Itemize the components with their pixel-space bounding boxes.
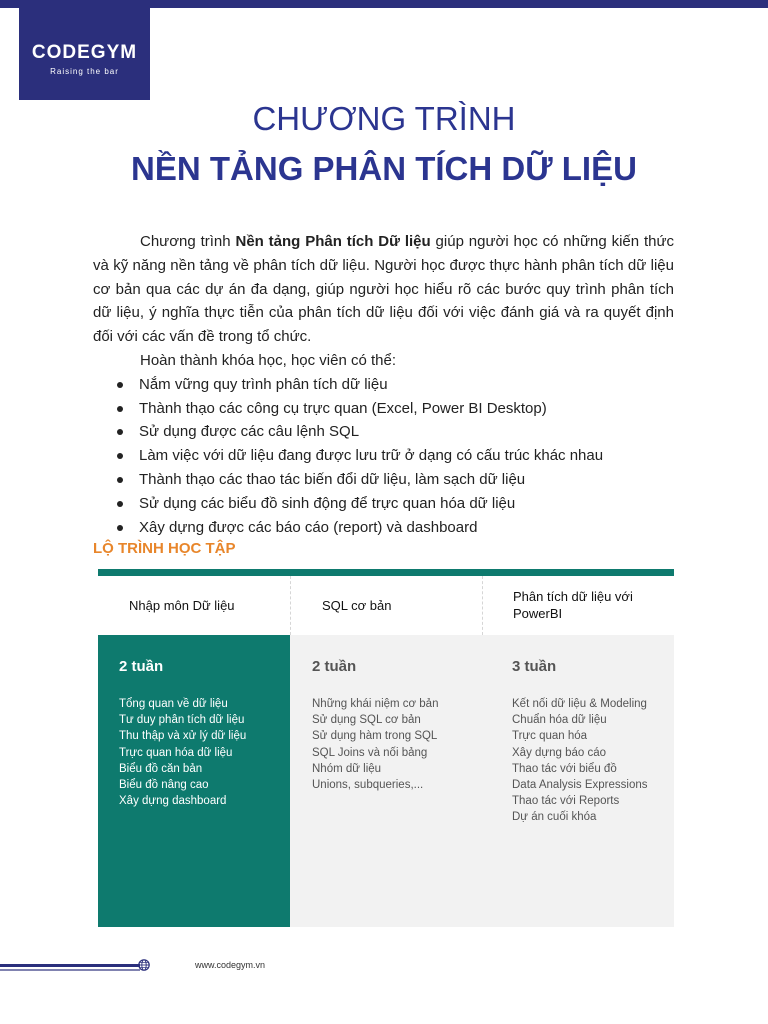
footer-website-link[interactable]: www.codegym.vn xyxy=(195,960,266,970)
outcome-item: Thành thạo các công cụ trực quan (Excel, Power BI Desktop) xyxy=(93,397,674,421)
footer-divider-thin xyxy=(0,969,140,971)
title-course-name: NỀN TẢNG PHÂN TÍCH DỮ LIỆU xyxy=(131,150,637,187)
roadmap-column-intro xyxy=(98,576,290,927)
roadmap-heading: LỘ TRÌNH HỌC TẬP xyxy=(93,540,236,557)
topic-item: Tư duy phân tích dữ liệu xyxy=(119,714,245,727)
roadmap-column-sql xyxy=(290,576,482,927)
footer-divider xyxy=(0,964,140,967)
title-program: CHƯƠNG TRÌNH xyxy=(252,100,516,137)
topic-item: Kết nối dữ liệu & Modeling xyxy=(512,698,647,710)
outcome-item: Nắm vững quy trình phân tích dữ liệu xyxy=(93,373,674,397)
topic-item: SQL Joins và nối bảng xyxy=(312,746,428,759)
topic-item: Những khái niệm cơ bản xyxy=(312,698,439,710)
column-body xyxy=(98,635,290,927)
intro-paragraph xyxy=(93,230,674,349)
intro-bold: Nền tảng Phân tích Dữ liệu xyxy=(235,233,431,250)
column-header xyxy=(290,576,482,635)
topic-item: Dự án cuối khóa xyxy=(512,811,597,824)
column-body xyxy=(482,635,674,927)
topic-item: Trực quan hóa dữ liệu xyxy=(119,746,233,759)
column-body xyxy=(290,635,482,927)
column-duration: 2 tuần xyxy=(119,658,164,675)
column-header xyxy=(482,576,674,635)
roadmap-table-topline xyxy=(98,569,674,576)
logo-brand: CODEGYM xyxy=(31,42,138,63)
intro-rest: giúp người học có những kiến thức và kỹ năng nền tảng về phân tích dữ liệu. Người học được thực hành phân tích dữ liệu cơ bản qua các dự án đa dạng, giúp người học hiểu rõ các bước quy trình phân tích dữ liệu, ý nghĩa thực tiễn của phân tích dữ liệu đối với việc đánh giá và ra quyết định đối với các vấn đề trong tổ chức. xyxy=(93,233,674,346)
outcome-item: Làm việc với dữ liệu đang được lưu trữ ở dạng có cấu trúc khác nhau xyxy=(93,444,674,468)
topic-item: Chuẩn hóa dữ liệu xyxy=(512,714,607,727)
column-header xyxy=(98,576,290,635)
topic-item: Nhóm dữ liệu xyxy=(312,762,382,775)
intro-section xyxy=(93,230,674,539)
outcome-item: Xây dựng được các báo cáo (report) và dashboard xyxy=(93,516,674,540)
topic-list xyxy=(119,696,246,809)
intro-prefix: Chương trình xyxy=(140,233,236,250)
topic-item: Tổng quan về dữ liệu xyxy=(119,698,228,710)
column-duration: 2 tuần xyxy=(312,658,357,675)
topic-item: Thu thập và xử lý dữ liệu xyxy=(119,730,247,743)
logo-tagline: Raising the bar xyxy=(50,67,119,76)
outcome-item: Sử dụng các biểu đồ sinh động để trực quan hóa dữ liệu xyxy=(93,492,674,516)
column-title: Phân tích dữ liệu với PowerBI xyxy=(513,589,633,621)
topic-item: Sử dụng hàm trong SQL xyxy=(312,730,438,743)
outcome-item: Sử dụng được các câu lệnh SQL xyxy=(93,420,674,444)
roadmap-column-powerbi xyxy=(482,576,674,927)
top-bar xyxy=(0,0,768,8)
column-title: SQL cơ bản xyxy=(322,598,392,613)
topic-item: Xây dựng dashboard xyxy=(119,795,227,808)
topic-item: Biểu đồ căn bản xyxy=(119,762,203,775)
topic-item: Thao tác với Reports xyxy=(512,795,620,808)
column-title: Nhập môn Dữ liệu xyxy=(129,598,235,613)
topic-item: Xây dựng báo cáo xyxy=(512,746,607,759)
completion-line: Hoàn thành khóa học, học viên có thể: xyxy=(140,351,397,369)
topic-list xyxy=(512,696,648,826)
topic-item: Sử dụng SQL cơ bản xyxy=(312,714,421,727)
topic-item: Data Analysis Expressions xyxy=(512,779,648,792)
globe-icon xyxy=(138,959,150,971)
codegym-logo xyxy=(19,8,150,100)
outcome-list xyxy=(93,373,674,540)
topic-item: Thao tác với biểu đồ xyxy=(512,762,617,775)
outcome-item: Thành thạo các thao tác biến đổi dữ liệu, làm sạch dữ liệu xyxy=(93,468,674,492)
topic-item: Unions, subqueries,... xyxy=(312,779,424,792)
topic-item: Trực quan hóa xyxy=(512,730,588,743)
topic-item: Biểu đồ nâng cao xyxy=(119,779,209,792)
column-duration: 3 tuần xyxy=(512,658,557,675)
topic-list xyxy=(312,696,438,793)
